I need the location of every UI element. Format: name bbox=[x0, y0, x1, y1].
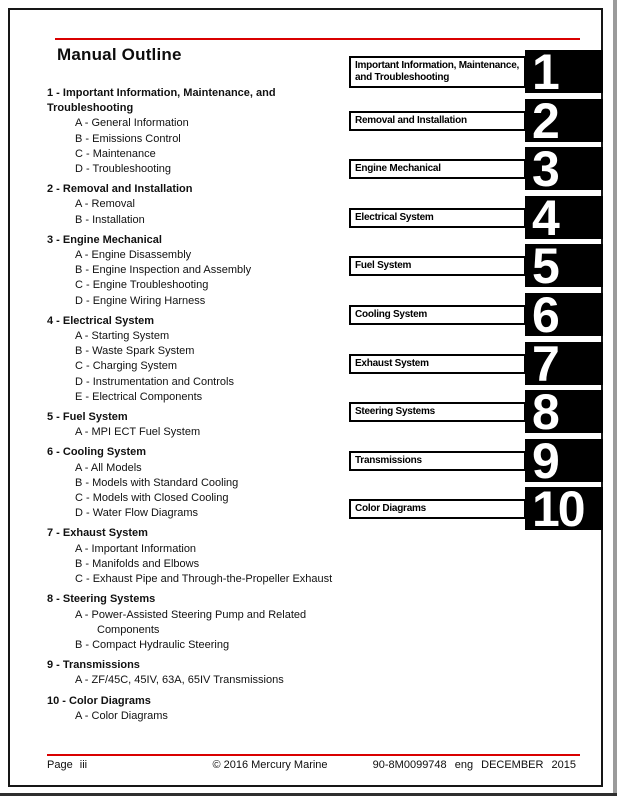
tab-label: Removal and Installation bbox=[349, 111, 526, 131]
outline-section-heading: 5 - Fuel System bbox=[47, 411, 128, 424]
outline-section bbox=[47, 658, 355, 688]
outline-section bbox=[47, 526, 355, 587]
outline-section-heading: 3 - Engine Mechanical bbox=[47, 233, 162, 246]
tab-label: Color Diagrams bbox=[349, 499, 526, 519]
tab-number: 10 bbox=[525, 487, 603, 530]
outline-item: D - Water Flow Diagrams bbox=[75, 507, 199, 520]
section-tab-6 bbox=[10, 293, 603, 336]
outline-item: B - Models with Standard Cooling bbox=[75, 476, 239, 489]
tab-label: Steering Systems bbox=[349, 402, 526, 422]
section-tab-2 bbox=[10, 99, 603, 142]
tab-number: 8 bbox=[525, 390, 603, 433]
section-tab-10 bbox=[10, 487, 603, 530]
outline-item: A - Color Diagrams bbox=[75, 709, 168, 722]
header-rule bbox=[55, 38, 580, 40]
tab-number: 3 bbox=[525, 147, 603, 190]
outline-item: A - Starting System bbox=[75, 330, 170, 343]
outline-item: B - Installation bbox=[75, 213, 145, 226]
outline-section-heading: 2 - Removal and Installation bbox=[47, 183, 193, 196]
outline-item: B - Engine Inspection and Assembly bbox=[75, 264, 252, 277]
section-tab-7 bbox=[10, 342, 603, 385]
outline-item: E - Electrical Components bbox=[75, 390, 203, 403]
footer-rule bbox=[47, 754, 580, 756]
section-tab-3 bbox=[10, 147, 603, 190]
tab-label: Exhaust System bbox=[349, 354, 526, 374]
page-shadow-right bbox=[613, 0, 617, 796]
tab-label: Engine Mechanical bbox=[349, 159, 526, 179]
section-tab-8 bbox=[10, 390, 603, 433]
section-tab-4 bbox=[10, 196, 603, 239]
document-number: 90-8M0099748 eng DECEMBER 2015 bbox=[372, 759, 576, 771]
outline-item: A - Power-Assisted Steering Pump and Related Components bbox=[75, 608, 307, 636]
tab-number: 9 bbox=[525, 439, 603, 482]
outline-section-heading: 8 - Steering Systems bbox=[47, 593, 156, 606]
outline-item: B - Emissions Control bbox=[75, 132, 181, 145]
outline-item: B - Waste Spark System bbox=[75, 345, 195, 358]
outline-item: A - ZF/45C, 45IV, 63A, 65IV Transmissions bbox=[75, 674, 284, 687]
outline-item: C - Models with Closed Cooling bbox=[75, 492, 229, 505]
outline-section bbox=[47, 592, 355, 653]
manual-page bbox=[8, 8, 603, 787]
outline-item: A - All Models bbox=[75, 461, 142, 474]
outline-item: A - Removal bbox=[75, 198, 135, 211]
tab-number: 4 bbox=[525, 196, 603, 239]
outline-item: C - Charging System bbox=[75, 360, 178, 373]
tab-label: Transmissions bbox=[349, 451, 526, 471]
tab-label: Cooling System bbox=[349, 305, 526, 325]
outline-item: D - Engine Wiring Harness bbox=[75, 294, 206, 307]
outline-item: A - General Information bbox=[75, 117, 189, 130]
outline-item: A - Engine Disassembly bbox=[75, 249, 192, 262]
outline-item: B - Compact Hydraulic Steering bbox=[75, 638, 230, 651]
tab-label: Important Information, Maintenance, and Troubleshooting bbox=[349, 56, 526, 88]
outline-section bbox=[47, 694, 355, 724]
outline-item: A - Important Information bbox=[75, 542, 197, 555]
page-number: Page iii bbox=[47, 759, 88, 771]
outline-section-heading: 1 - Important Information, Maintenance, and Troubleshooting bbox=[47, 87, 276, 115]
outline-section-heading: 4 - Electrical System bbox=[47, 314, 155, 327]
page-title: Manual Outline bbox=[57, 45, 182, 64]
outline-item: D - Instrumentation and Controls bbox=[75, 375, 234, 388]
section-tab-5 bbox=[10, 244, 603, 287]
outline-item: A - MPI ECT Fuel System bbox=[75, 426, 201, 439]
outline-section-heading: 7 - Exhaust System bbox=[47, 527, 148, 540]
outline-section-heading: 10 - Color Diagrams bbox=[47, 694, 151, 707]
section-tab-9 bbox=[10, 439, 603, 482]
outline-item: C - Maintenance bbox=[75, 147, 156, 160]
tab-number: 6 bbox=[525, 293, 603, 336]
section-tab-1 bbox=[10, 50, 603, 93]
tab-number: 1 bbox=[525, 50, 603, 93]
outline-item: C - Exhaust Pipe and Through-the-Propeller Exhaust bbox=[75, 573, 333, 586]
copyright: © 2016 Mercury Marine bbox=[212, 759, 328, 771]
tab-label: Fuel System bbox=[349, 256, 526, 276]
outline-item: B - Manifolds and Elbows bbox=[75, 557, 200, 570]
outline-section-heading: 9 - Transmissions bbox=[47, 659, 140, 672]
tab-number: 2 bbox=[525, 99, 603, 142]
tab-label: Electrical System bbox=[349, 208, 526, 228]
outline-section-heading: 6 - Cooling System bbox=[47, 446, 147, 459]
tab-number: 7 bbox=[525, 342, 603, 385]
tab-number: 5 bbox=[525, 244, 603, 287]
outline-item: D - Troubleshooting bbox=[75, 163, 171, 176]
outline-item: C - Engine Troubleshooting bbox=[75, 279, 209, 292]
